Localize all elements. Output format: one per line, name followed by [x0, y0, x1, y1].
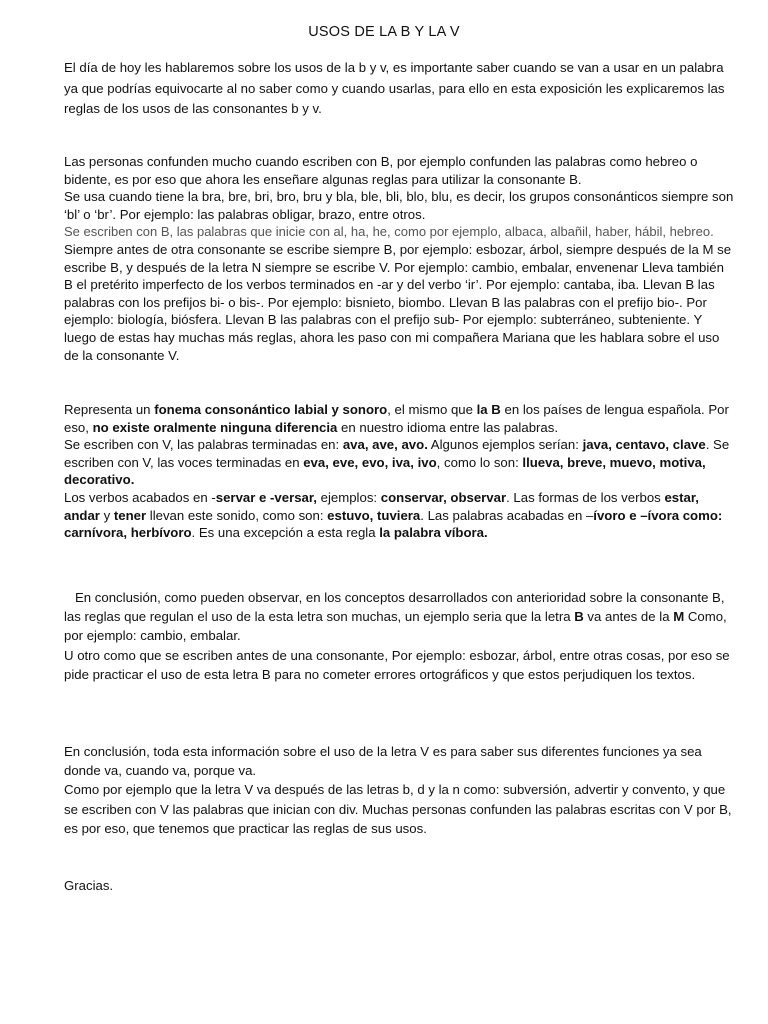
v-text: . Es una excepción a esta regla — [191, 525, 380, 541]
b-rules-text-b: Siempre antes de otra consonante se escribe siempre B, por ejemplo: esbozar, árbol, siempre después de la M se escribe B, y después de la letra N siempre se escribe V. Por ejemplo: cambio, embalar, envenenar Lleva también B el pretérito imperfecto de los verbos terminados en -ar y del verbo ‘ir’. Por ejemplo: cantaba, iba. Llevan B las palabras con los prefijos bi- o bis-. Por ejemplo: bisnieto, biombo. Llevan B las palabras con el prefijo bio-. Por ejemplo: biología, biósfera. Llevan B las palabras con el prefijo sub- Por ejemplo: subterráneo, subteniente. Y luego de estas hay muchas más reglas, ahora les paso con mi compañera Mariana que les hablara sobre el uso de la consonante V. — [64, 241, 732, 363]
v-rules-section — [64, 401, 736, 542]
document-title: USOS DE LA B Y LA V — [308, 24, 460, 40]
conclusion-v-intro: En conclusión, toda esta información sobre el uso de la letra V es para saber sus diferentes funciones ya sea donde va, cuando va, porque va. — [64, 744, 702, 779]
v-text: , como lo son: — [436, 454, 523, 470]
v-text: en los países de lengua española. Por eso, — [64, 402, 729, 435]
v-text: . Las palabras acabadas en – — [420, 507, 594, 523]
conclusion-v-section — [64, 742, 736, 838]
v-bold: java, centavo, clave — [582, 437, 706, 453]
v-bold: ava, ave, avo. — [342, 437, 428, 453]
v-bold: ívoro e –ívora como: carnívora, herbívoro — [64, 507, 723, 541]
conclusion-b-text — [64, 588, 736, 646]
conclusion-text: En conclusión, como pueden observar, en los conceptos desarrollados con anterioridad sobre la consonante B, las reglas que regulan el uso de la esta letra son muchas, un ejemplo seria que la letra — [64, 590, 729, 625]
conclusion-b-section — [64, 588, 736, 684]
v-text: ejemplos: — [316, 489, 381, 505]
v-bold: fonema consonántico labial y sonoro — [154, 402, 388, 417]
v-bold: la palabra víbora. — [379, 525, 488, 541]
conclusion-text: va antes de la — [583, 609, 674, 625]
v-text: llevan este sonido, como son: — [146, 507, 328, 523]
conclusion-b-example: U otro como que se escriben antes de una consonante, Por ejemplo: esbozar, árbol, entre otras cosas, por eso se pide practicar el uso de esta letra B para no cometer errores ortográficos y que estos perjudiquen los textos. — [64, 647, 730, 682]
v-text: y — [99, 507, 114, 523]
closing-text: Gracias. — [64, 878, 114, 893]
v-bold: la B — [476, 402, 501, 417]
conclusion-v-example: Como por ejemplo que la letra V va después de las letras b, d y la n como: subversión, advertir y convento, y que se escriben con V las palabras que inician con div. Muchas personas confunden las palabras escritas con V por B, es por eso, que tenemos que practicar las reglas de sus usos. — [64, 782, 732, 836]
v-bold: estuvo, tuviera — [327, 507, 421, 523]
conclusion-bold: B — [574, 609, 584, 625]
v-bold: tener — [113, 507, 147, 523]
v-text: Representa un — [64, 402, 155, 417]
v-text: Algunos ejemplos serían: — [427, 437, 583, 453]
b-rules-section — [64, 153, 736, 364]
conclusion-text: Como, por ejemplo: cambio, embalar. — [64, 609, 727, 644]
b-rules-text-a: Se usa cuando tiene la bra, bre, bri, bro, bru y bla, ble, bli, blo, blu, es decir, los grupos consonánticos siempre son ‘bl’ o ‘br’. Por ejemplo: las palabras obligar, brazo, entre otros. — [64, 189, 734, 222]
v-text: , el mismo que — [387, 402, 477, 417]
v-bold: conservar, observar — [380, 489, 507, 505]
b-rules-gray-text: Se escriben con B, las palabras que inicie con al, ha, he, como por ejemplo, albaca, albañil, haber, hábil, hebreo. — [64, 224, 714, 240]
v-bold: no existe oralmente ninguna diferencia — [92, 419, 338, 435]
intro-paragraph — [64, 58, 736, 120]
intro-text: El día de hoy les hablaremos sobre los usos de la b y v, es importante saber cuando se van a usar en un palabra ya que podrías equivocarte al no saber como y cuando usarlas, para ello en esta exposición les explicaremos las reglas de los usos de las consonantes b y v. — [64, 60, 725, 116]
v-bold: estar, andar — [64, 489, 699, 523]
v-rules-endings — [64, 436, 736, 489]
conclusion-bold: M — [673, 609, 685, 625]
v-bold: servar e -versar, — [215, 489, 317, 505]
v-rules-verbs — [64, 489, 736, 542]
v-text: en nuestro idioma entre las palabras. — [337, 419, 559, 435]
v-text: Se escriben con V, las palabras terminadas en: — [64, 437, 343, 453]
v-text: . Se escriben con V, las voces terminadas en — [64, 437, 730, 470]
v-bold: eva, eve, evo, iva, ivo — [303, 454, 437, 470]
b-rules-intro: Las personas confunden mucho cuando escriben con B, por ejemplo confunden las palabras como hebreo o bidente, es por eso que ahora les enseñare algunas reglas para utilizar la consonante B. — [64, 154, 698, 187]
b-rules-body — [64, 188, 736, 364]
v-rules-intro — [64, 401, 736, 436]
v-text: . Las formas de los verbos — [506, 489, 665, 505]
v-text: Los verbos acabados en - — [64, 489, 216, 505]
v-bold: llueva, breve, muevo, motiva, decorativo. — [64, 454, 706, 488]
